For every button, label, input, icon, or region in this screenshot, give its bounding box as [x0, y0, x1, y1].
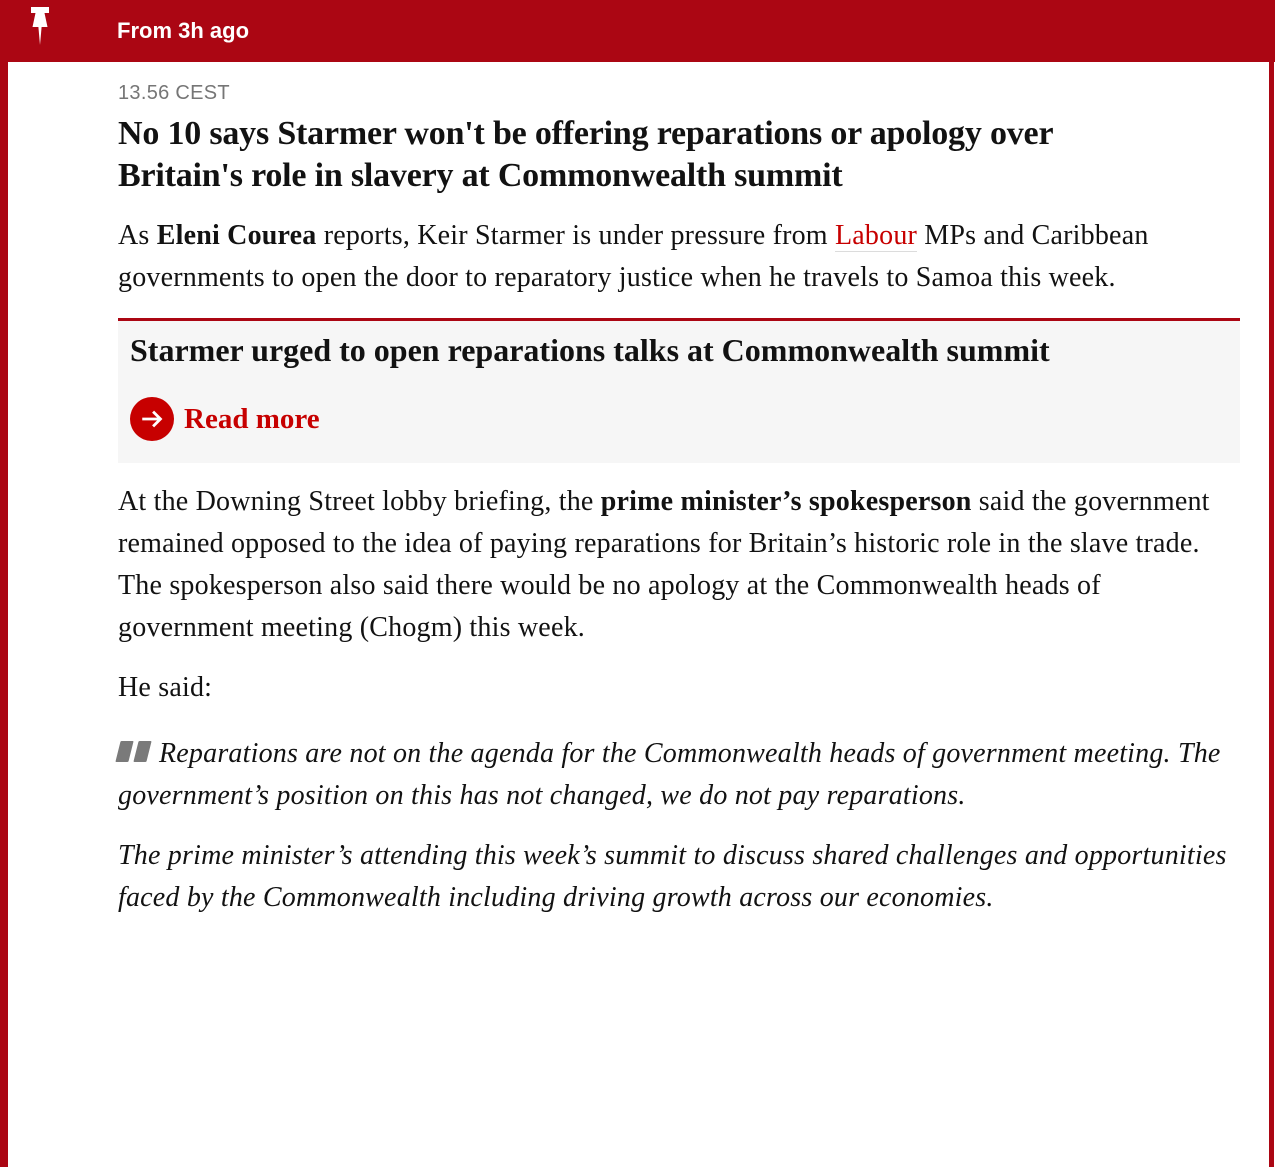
post-right-accent-border	[1269, 62, 1274, 1167]
intro-paragraph: As Eleni Courea reports, Keir Starmer is under pressure from Labour MPs and Caribbean governments to open the door to reparatory justice when he travels to Samoa this week.	[118, 220, 1149, 293]
pinned-post-header	[0, 0, 1275, 62]
read-more-label: Read more	[184, 402, 320, 435]
related-article-title[interactable]: Starmer urged to open reparations talks at Commonwealth summit	[130, 332, 1050, 368]
post-headline: No 10 says Starmer won't be offering reparations or apology over Britain's role in slavery at Commonwealth summit	[118, 115, 1053, 194]
quote-block	[118, 733, 1240, 919]
inline-text-link[interactable]: Labour	[835, 220, 918, 251]
body-paragraph: At the Downing Street lobby briefing, the prime minister’s spokesperson said the government remained opposed to the idea of paying reparations for Britain’s historic role in the slave trade. The spokesperson also said there would be no apology at the Commonwealth heads of government meeting (Chogm) this week.	[118, 486, 1210, 643]
quote-marks-icon	[118, 733, 149, 775]
related-article-card	[118, 318, 1240, 463]
arrow-right-circle-icon	[130, 397, 174, 441]
pinned-post-time-label: From 3h ago	[117, 18, 250, 43]
pushpin-icon	[27, 6, 53, 56]
post-left-accent-border	[0, 0, 8, 1167]
quote-paragraph-1: Reparations are not on the agenda for the Commonwealth heads of government meeting. The government’s position on this has not changed, we do not pay reparations.	[118, 733, 1240, 817]
he-said-line: He said:	[118, 672, 213, 703]
post-timestamp: 13.56 CEST	[118, 82, 230, 104]
quote-paragraph-2: The prime minister’s attending this week’s summit to discuss shared challenges and opportunities faced by the Commonwealth including driving growth across our economies.	[118, 840, 1227, 913]
read-more-link[interactable]	[130, 397, 320, 441]
post-content	[0, 62, 1280, 919]
